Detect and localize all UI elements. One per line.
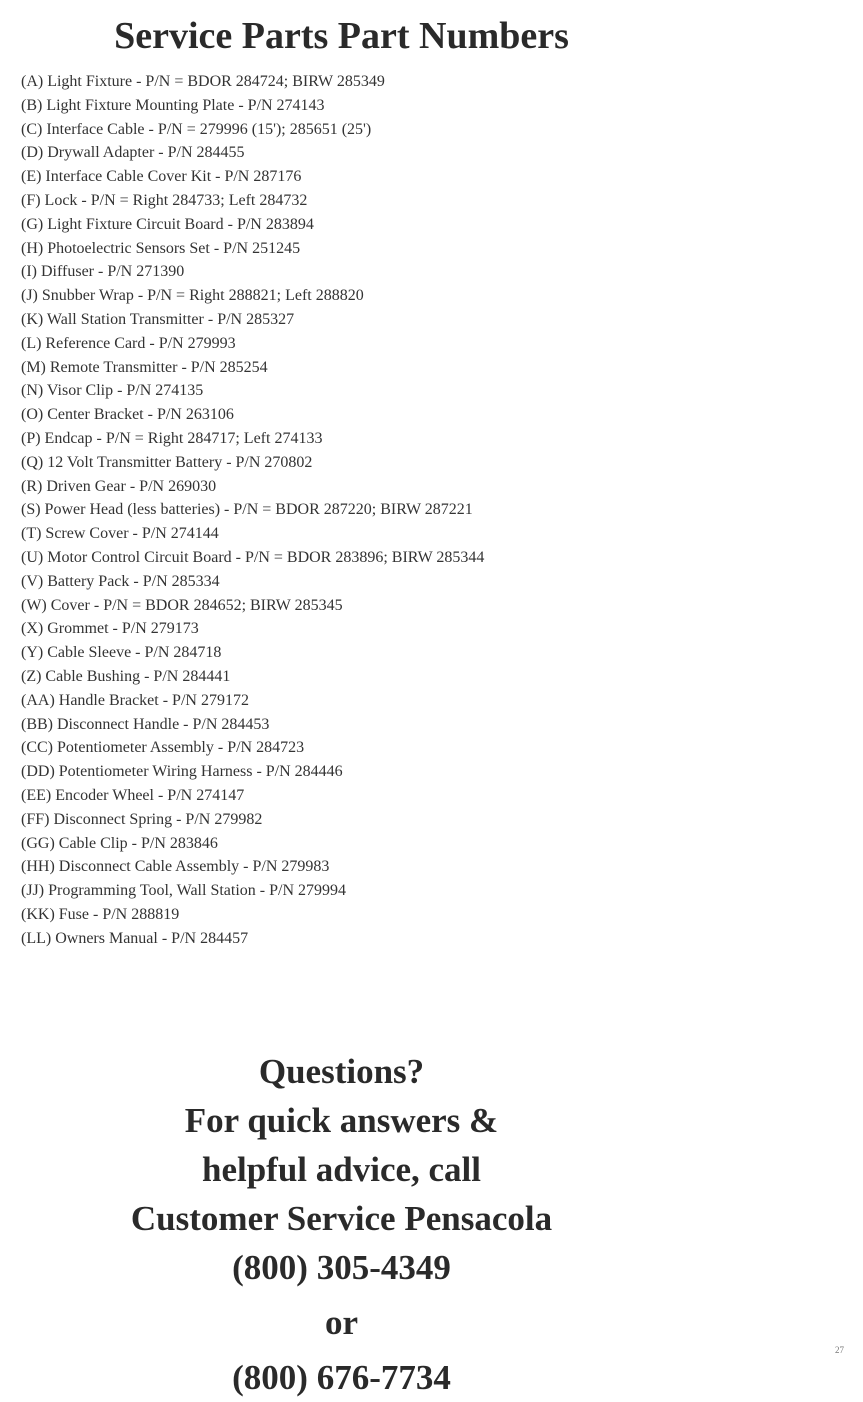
- list-item: (X) Grommet - P/N 279173: [21, 620, 199, 638]
- phone-number: (800) 676-7734: [232, 1358, 451, 1397]
- list-item: (L) Reference Card - P/N 279993: [21, 334, 236, 352]
- contact-line: helpful advice, call: [201, 1150, 482, 1189]
- list-item: (K) Wall Station Transmitter - P/N 285327: [21, 310, 295, 328]
- list-item: (Z) Cable Bushing - P/N 284441: [21, 667, 231, 685]
- page-number: 27: [835, 1345, 844, 1355]
- questions-heading: Questions?: [258, 1052, 425, 1091]
- page-title: Service Parts Part Numbers: [114, 15, 569, 57]
- list-item: (U) Motor Control Circuit Board - P/N = BDOR 283896; BIRW 285344: [21, 548, 485, 566]
- list-item: (S) Power Head (less batteries) - P/N = BDOR 287220; BIRW 287221: [21, 501, 473, 519]
- list-item: (D) Drywall Adapter - P/N 284455: [21, 144, 245, 162]
- list-item: (Q) 12 Volt Transmitter Battery - P/N 270802: [21, 453, 313, 471]
- list-item: (BB) Disconnect Handle - P/N 284453: [21, 715, 270, 733]
- parts-list: [21, 70, 484, 950]
- contact-or: or: [324, 1303, 359, 1342]
- list-item: (W) Cover - P/N = BDOR 284652; BIRW 285345: [21, 596, 343, 614]
- list-item: (M) Remote Transmitter - P/N 285254: [21, 358, 268, 376]
- list-item: (J) Snubber Wrap - P/N = Right 288821; Left 288820: [21, 287, 364, 305]
- list-item: (DD) Potentiometer Wiring Harness - P/N 284446: [21, 763, 343, 781]
- contact-line: Customer Service Pensacola: [130, 1199, 553, 1238]
- list-item: (EE) Encoder Wheel - P/N 274147: [21, 786, 245, 804]
- list-item: (A) Light Fixture - P/N = BDOR 284724; BIRW 285349: [21, 73, 385, 90]
- list-item: (I) Diffuser - P/N 271390: [21, 263, 185, 281]
- list-item: (F) Lock - P/N = Right 284733; Left 284732: [21, 191, 308, 209]
- list-item: (HH) Disconnect Cable Assembly - P/N 279983: [21, 858, 330, 876]
- list-item: (P) Endcap - P/N = Right 284717; Left 274133: [21, 429, 323, 447]
- list-item: (CC) Potentiometer Assembly - P/N 284723: [21, 739, 305, 757]
- list-item: (T) Screw Cover - P/N 274144: [21, 525, 219, 543]
- list-item: (GG) Cable Clip - P/N 283846: [21, 834, 218, 852]
- list-item: (KK) Fuse - P/N 288819: [21, 905, 180, 923]
- list-item: (LL) Owners Manual - P/N 284457: [21, 929, 249, 947]
- list-item: (C) Interface Cable - P/N = 279996 (15'); 285651 (25'): [21, 120, 372, 138]
- list-item: (JJ) Programming Tool, Wall Station - P/N 279994: [21, 882, 346, 900]
- list-item: (Y) Cable Sleeve - P/N 284718: [21, 644, 222, 662]
- list-item: (V) Battery Pack - P/N 285334: [21, 572, 220, 590]
- list-item: (H) Photoelectric Sensors Set - P/N 251245: [21, 239, 301, 257]
- list-item: (G) Light Fixture Circuit Board - P/N 283894: [21, 215, 314, 233]
- phone-number: (800) 305-4349: [232, 1248, 451, 1287]
- list-item: (N) Visor Clip - P/N 274135: [21, 382, 204, 400]
- contact-line: For quick answers &: [184, 1101, 499, 1140]
- list-item: (R) Driven Gear - P/N 269030: [21, 477, 217, 495]
- list-item: (FF) Disconnect Spring - P/N 279982: [21, 810, 263, 828]
- list-item: (O) Center Bracket - P/N 263106: [21, 406, 234, 424]
- contact-block: [0, 1047, 683, 1402]
- list-item: (AA) Handle Bracket - P/N 279172: [21, 691, 249, 709]
- list-item: (B) Light Fixture Mounting Plate - P/N 274143: [21, 96, 325, 114]
- list-item: (E) Interface Cable Cover Kit - P/N 287176: [21, 168, 302, 186]
